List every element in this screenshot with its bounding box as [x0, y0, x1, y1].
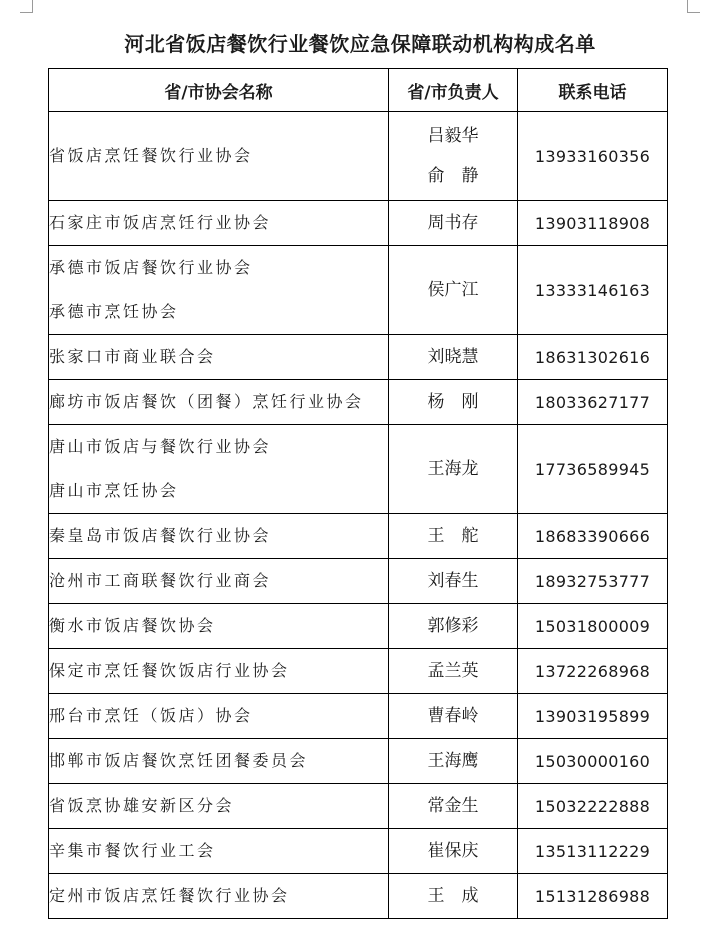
responsible-person: 杨 刚 — [427, 392, 479, 412]
association-name-cell — [49, 112, 389, 201]
responsible-person: 王 成 — [427, 886, 479, 906]
responsible-person-cell — [389, 829, 518, 874]
association-name: 定州市饭店烹饪餐饮行业协会 — [49, 886, 290, 905]
responsible-person: 俞 静 — [427, 166, 479, 186]
contact-phone: 18033627177 — [518, 380, 668, 425]
association-name: 邯郸市饭店餐饮烹饪团餐委员会 — [49, 751, 309, 770]
contact-phone: 13333146163 — [518, 246, 668, 335]
association-name-cell — [49, 604, 389, 649]
table-body — [49, 112, 668, 919]
association-name-cell — [49, 784, 389, 829]
association-name-cell — [49, 246, 389, 335]
association-name-cell — [49, 425, 389, 514]
responsible-person: 曹春岭 — [427, 706, 479, 726]
contact-phone: 13903118908 — [518, 201, 668, 246]
contact-table — [48, 68, 668, 919]
table-row — [49, 425, 668, 514]
contact-phone: 13722268968 — [518, 649, 668, 694]
responsible-person: 王海鹰 — [427, 751, 479, 771]
responsible-person: 刘晓慧 — [427, 347, 479, 367]
responsible-person-cell — [389, 559, 518, 604]
association-name: 辛集市餐饮行业工会 — [49, 841, 216, 860]
responsible-person: 常金生 — [427, 796, 479, 816]
association-name: 张家口市商业联合会 — [49, 347, 216, 366]
association-name-cell — [49, 739, 389, 784]
responsible-person-cell — [389, 784, 518, 829]
header-responsible-person: 省/市负责人 — [389, 69, 518, 112]
responsible-person-cell — [389, 201, 518, 246]
association-name: 保定市烹饪餐饮饭店行业协会 — [49, 661, 290, 680]
contact-phone: 13513112229 — [518, 829, 668, 874]
table-row — [49, 335, 668, 380]
table-row — [49, 559, 668, 604]
association-name-cell — [49, 380, 389, 425]
association-name-cell — [49, 335, 389, 380]
table-row — [49, 246, 668, 335]
responsible-person-cell — [389, 335, 518, 380]
association-name: 石家庄市饭店烹饪行业协会 — [49, 213, 272, 232]
table-header-row — [49, 69, 668, 112]
contact-phone: 15131286988 — [518, 874, 668, 919]
contact-phone: 15030000160 — [518, 739, 668, 784]
responsible-person: 吕毅华 — [427, 126, 479, 146]
table-row — [49, 874, 668, 919]
responsible-person-cell — [389, 694, 518, 739]
contact-phone: 18631302616 — [518, 335, 668, 380]
contact-phone: 17736589945 — [518, 425, 668, 514]
association-name-cell — [49, 559, 389, 604]
association-name-cell — [49, 829, 389, 874]
association-name: 省饭烹协雄安新区分会 — [49, 796, 235, 815]
contact-phone: 13933160356 — [518, 112, 668, 201]
corner-crop-mark-left — [20, 0, 33, 13]
responsible-person-cell — [389, 604, 518, 649]
table-row — [49, 514, 668, 559]
responsible-person-cell — [389, 874, 518, 919]
table-row — [49, 694, 668, 739]
responsible-person-cell — [389, 739, 518, 784]
association-name: 沧州市工商联餐饮行业商会 — [49, 571, 272, 590]
contact-phone: 15031800009 — [518, 604, 668, 649]
table-row — [49, 829, 668, 874]
header-association-name: 省/市协会名称 — [49, 69, 389, 112]
table-row — [49, 112, 668, 201]
association-name: 唐山市饭店与餐饮行业协会 — [49, 437, 272, 456]
responsible-person: 周书存 — [427, 213, 479, 233]
responsible-person: 侯广江 — [427, 280, 479, 300]
table-row — [49, 380, 668, 425]
document-title: 河北省饭店餐饮行业餐饮应急保障联动机构构成名单 — [124, 32, 596, 56]
contact-phone: 15032222888 — [518, 784, 668, 829]
contact-phone: 18683390666 — [518, 514, 668, 559]
responsible-person: 刘春生 — [427, 571, 479, 591]
association-name-cell — [49, 649, 389, 694]
responsible-person-cell — [389, 514, 518, 559]
contact-phone: 13903195899 — [518, 694, 668, 739]
responsible-person-cell — [389, 425, 518, 514]
responsible-person: 孟兰英 — [427, 661, 479, 681]
responsible-person-cell — [389, 112, 518, 201]
association-name-cell — [49, 874, 389, 919]
table-row — [49, 201, 668, 246]
contact-phone: 18932753777 — [518, 559, 668, 604]
association-name: 廊坊市饭店餐饮（团餐）烹饪行业协会 — [49, 392, 364, 411]
association-name-cell — [49, 201, 389, 246]
association-name: 唐山市烹饪协会 — [49, 481, 179, 500]
association-name: 承德市饭店餐饮行业协会 — [49, 258, 253, 277]
responsible-person: 崔保庆 — [427, 841, 479, 861]
responsible-person-cell — [389, 246, 518, 335]
header-contact-phone: 联系电话 — [518, 69, 668, 112]
responsible-person-cell — [389, 380, 518, 425]
association-name-cell — [49, 514, 389, 559]
association-name-cell — [49, 694, 389, 739]
table-row — [49, 784, 668, 829]
association-name: 秦皇岛市饭店餐饮行业协会 — [49, 526, 272, 545]
responsible-person: 郭修彩 — [427, 616, 479, 636]
association-name: 衡水市饭店餐饮协会 — [49, 616, 216, 635]
table-row — [49, 649, 668, 694]
corner-crop-mark-right — [687, 0, 700, 13]
association-name: 邢台市烹饪（饭店）协会 — [49, 706, 253, 725]
association-name: 省饭店烹饪餐饮行业协会 — [49, 146, 253, 165]
responsible-person: 王海龙 — [427, 459, 479, 479]
table-row — [49, 604, 668, 649]
table-row — [49, 739, 668, 784]
responsible-person: 王 舵 — [427, 526, 479, 546]
responsible-person-cell — [389, 649, 518, 694]
association-name: 承德市烹饪协会 — [49, 302, 179, 321]
